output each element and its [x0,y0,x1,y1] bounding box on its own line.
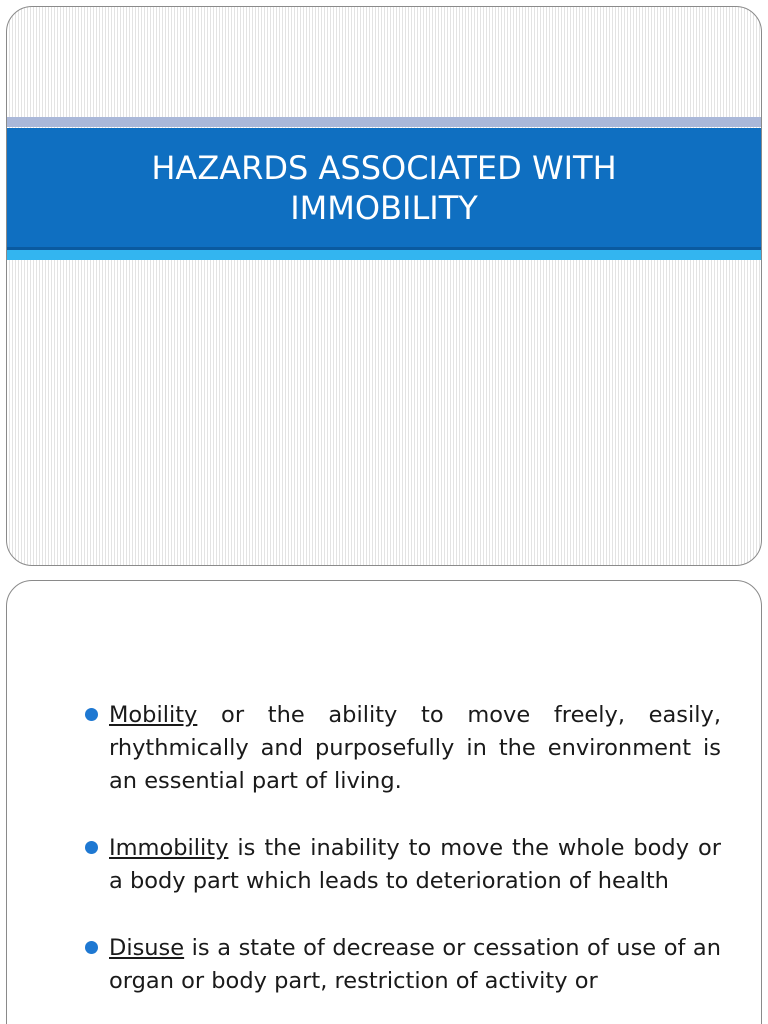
title-accent-bar-bottom [7,250,761,260]
bullet-dot-icon [85,941,98,954]
slide-title: HAZARDS ASSOCIATED WITH IMMOBILITY [151,148,617,227]
bullet-term: Disuse [109,935,185,961]
bullet-item-immobility [85,832,721,898]
bullet-dot-icon [85,708,98,721]
content-slide [6,580,762,1024]
bullet-term: Mobility [109,702,198,728]
bullet-dot-icon [85,841,98,854]
title-band [7,128,761,250]
bullet-item-disuse [85,932,721,998]
bullet-text: or the ability to move freely, easily, rhythmically and purposefully in the environment is an essential part of living. [109,702,721,794]
bullet-list [85,699,721,1024]
bullet-text: is the inability to move the whole body or a body part which leads to deterioration of health [109,835,721,894]
bullet-text: is a state of decrease or cessation of use of an organ or body part, restriction of activity or [109,935,721,994]
bullet-term: Immobility [109,835,229,861]
title-slide [6,6,762,566]
bullet-item-mobility [85,699,721,798]
title-accent-bar-top [7,117,761,127]
